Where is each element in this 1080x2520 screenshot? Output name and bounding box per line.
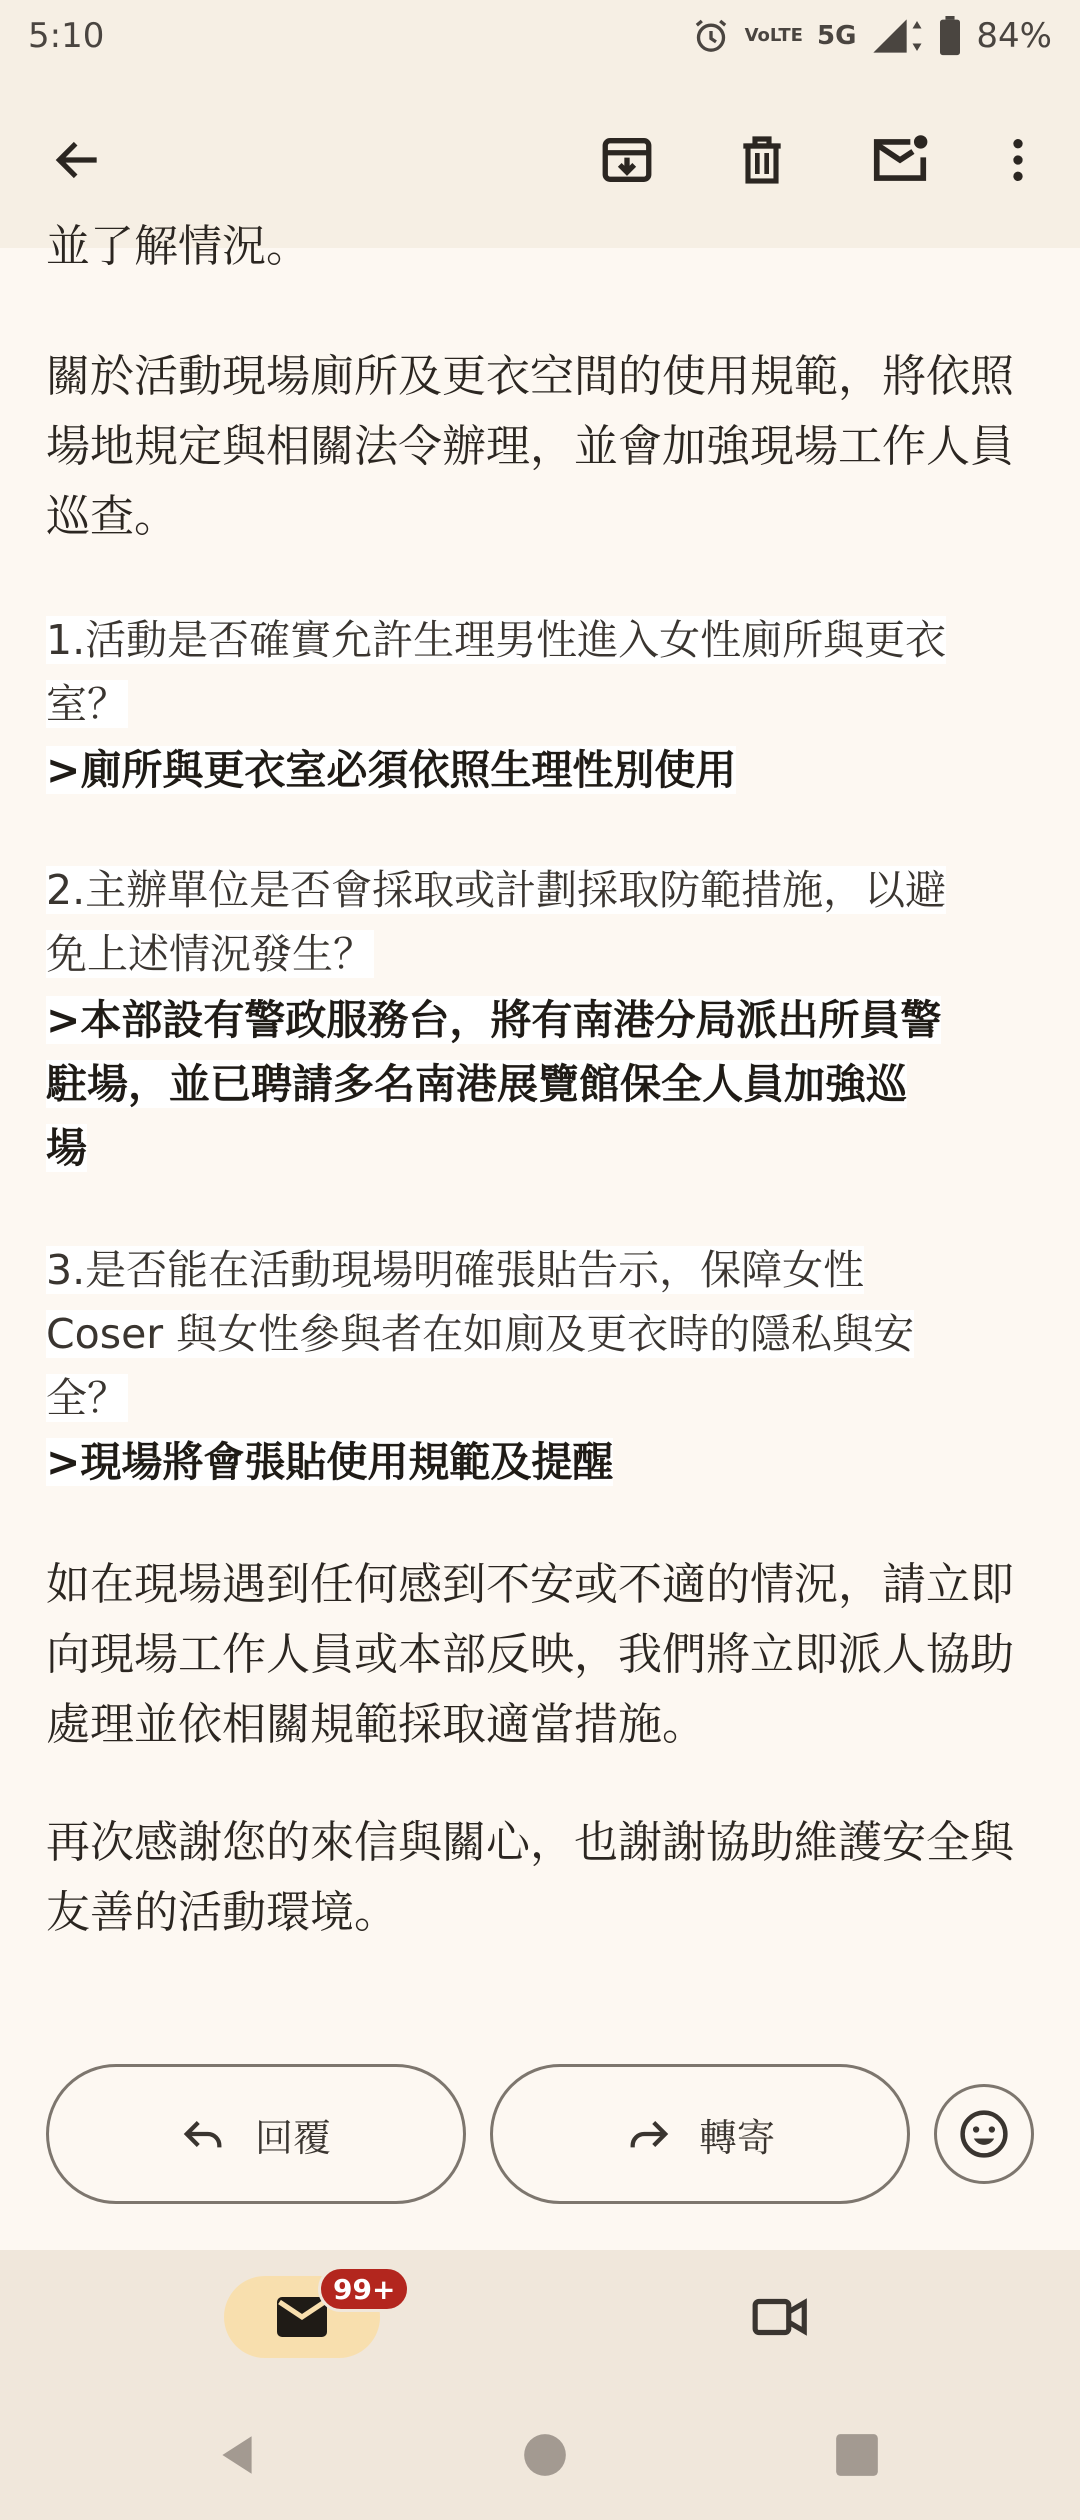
question-2-line-1: 2.主辦單位是否會採取或計劃採取防範措施，以避: [46, 866, 947, 914]
reply-label: 回覆: [254, 2115, 331, 2160]
battery-level: 84%: [976, 16, 1052, 56]
battery-icon: [938, 16, 962, 56]
system-home-button[interactable]: [520, 2430, 570, 2484]
question-1: [46, 608, 1046, 736]
delete-button[interactable]: [714, 112, 810, 208]
email-paragraph-3: 再次感謝您的來信與關心，也謝謝協助維護安全與友善的活動環境。: [46, 1817, 1014, 1938]
email-body: [0, 221, 1080, 2208]
answer-1-text: >廁所與更衣室必須依照生理性別使用: [46, 746, 737, 794]
signal-icon: [870, 16, 924, 56]
emoji-icon: [957, 2107, 1011, 2161]
more-vert-icon: [990, 132, 1046, 188]
email-paragraph-2: 如在現場遇到任何感到不安或不適的情況，請立即向現場工作人員或本部反映，我們將立即派人協助處理並依相關規範採取適當措施。: [46, 1559, 1014, 1750]
status-bar: [0, 0, 1080, 72]
system-back-button[interactable]: [212, 2430, 262, 2484]
forward-icon: [625, 2111, 671, 2157]
question-3-line-3: 全？: [46, 1374, 128, 1422]
forward-button[interactable]: [490, 2064, 910, 2204]
question-1-line-2: 室？: [46, 680, 128, 728]
reply-button[interactable]: [46, 2064, 466, 2204]
question-2-line-2: 免上述情況發生？: [46, 930, 374, 978]
question-2: [46, 858, 1046, 986]
mark-unread-button[interactable]: [852, 112, 948, 208]
system-home-icon: [520, 2430, 570, 2480]
back-button[interactable]: [30, 112, 126, 208]
emoji-reaction-button[interactable]: [934, 2084, 1034, 2184]
system-back-icon: [212, 2430, 262, 2480]
unread-count-badge: 99+: [318, 2266, 410, 2312]
answer-2-line-3: 場: [46, 1124, 87, 1172]
system-recents-icon: [832, 2430, 882, 2480]
volte-label: VoLTE: [744, 25, 803, 46]
nav-meet-tab[interactable]: [740, 2276, 822, 2358]
more-options-button[interactable]: [970, 112, 1066, 208]
delete-icon: [734, 132, 790, 188]
status-time: 5:10: [28, 16, 105, 56]
archive-icon: [598, 131, 656, 189]
answer-3: [46, 1430, 1036, 1494]
answer-2: [46, 988, 1036, 1180]
reply-icon: [181, 2111, 227, 2157]
question-3-line-2: Coser 與女性參與者在如廁及更衣時的隱私與安: [46, 1310, 915, 1358]
volte-icon: [745, 27, 803, 45]
answer-2-line-1: >本部設有警政服務台，將有南港分局派出所員警: [46, 996, 942, 1044]
question-3: [46, 1238, 1046, 1430]
video-camera-icon: [750, 2286, 812, 2348]
status-icons: [691, 16, 1052, 56]
answer-2-line-2: 駐場，並已聘請多名南港展覽館保全人員加強巡: [46, 1060, 907, 1108]
email-paragraph-1: 關於活動現場廁所及更衣空間的使用規範，將依照場地規定與相關法令辦理，並會加強現場工作人員巡查。: [46, 351, 1014, 542]
back-arrow-icon: [50, 132, 106, 188]
forward-label: 轉寄: [698, 2115, 775, 2160]
archive-button[interactable]: [579, 112, 675, 208]
question-1-line-1: 1.活動是否確實允許生理男性進入女性廁所與更衣: [46, 616, 947, 664]
bottom-navigation: [0, 2250, 1080, 2520]
mark-unread-icon: [869, 129, 931, 191]
network-type: 5G: [816, 21, 857, 51]
system-recents-button[interactable]: [832, 2430, 882, 2484]
answer-1: [46, 738, 1036, 802]
alarm-icon: [691, 16, 731, 56]
answer-3-text: >現場將會張貼使用規範及提醒: [46, 1438, 614, 1486]
system-navigation-bar: [0, 2420, 1080, 2520]
email-partial-line: 並了解情況。: [46, 221, 310, 272]
question-3-line-1: 3.是否能在活動現場明確張貼告示，保障女性: [46, 1246, 865, 1294]
